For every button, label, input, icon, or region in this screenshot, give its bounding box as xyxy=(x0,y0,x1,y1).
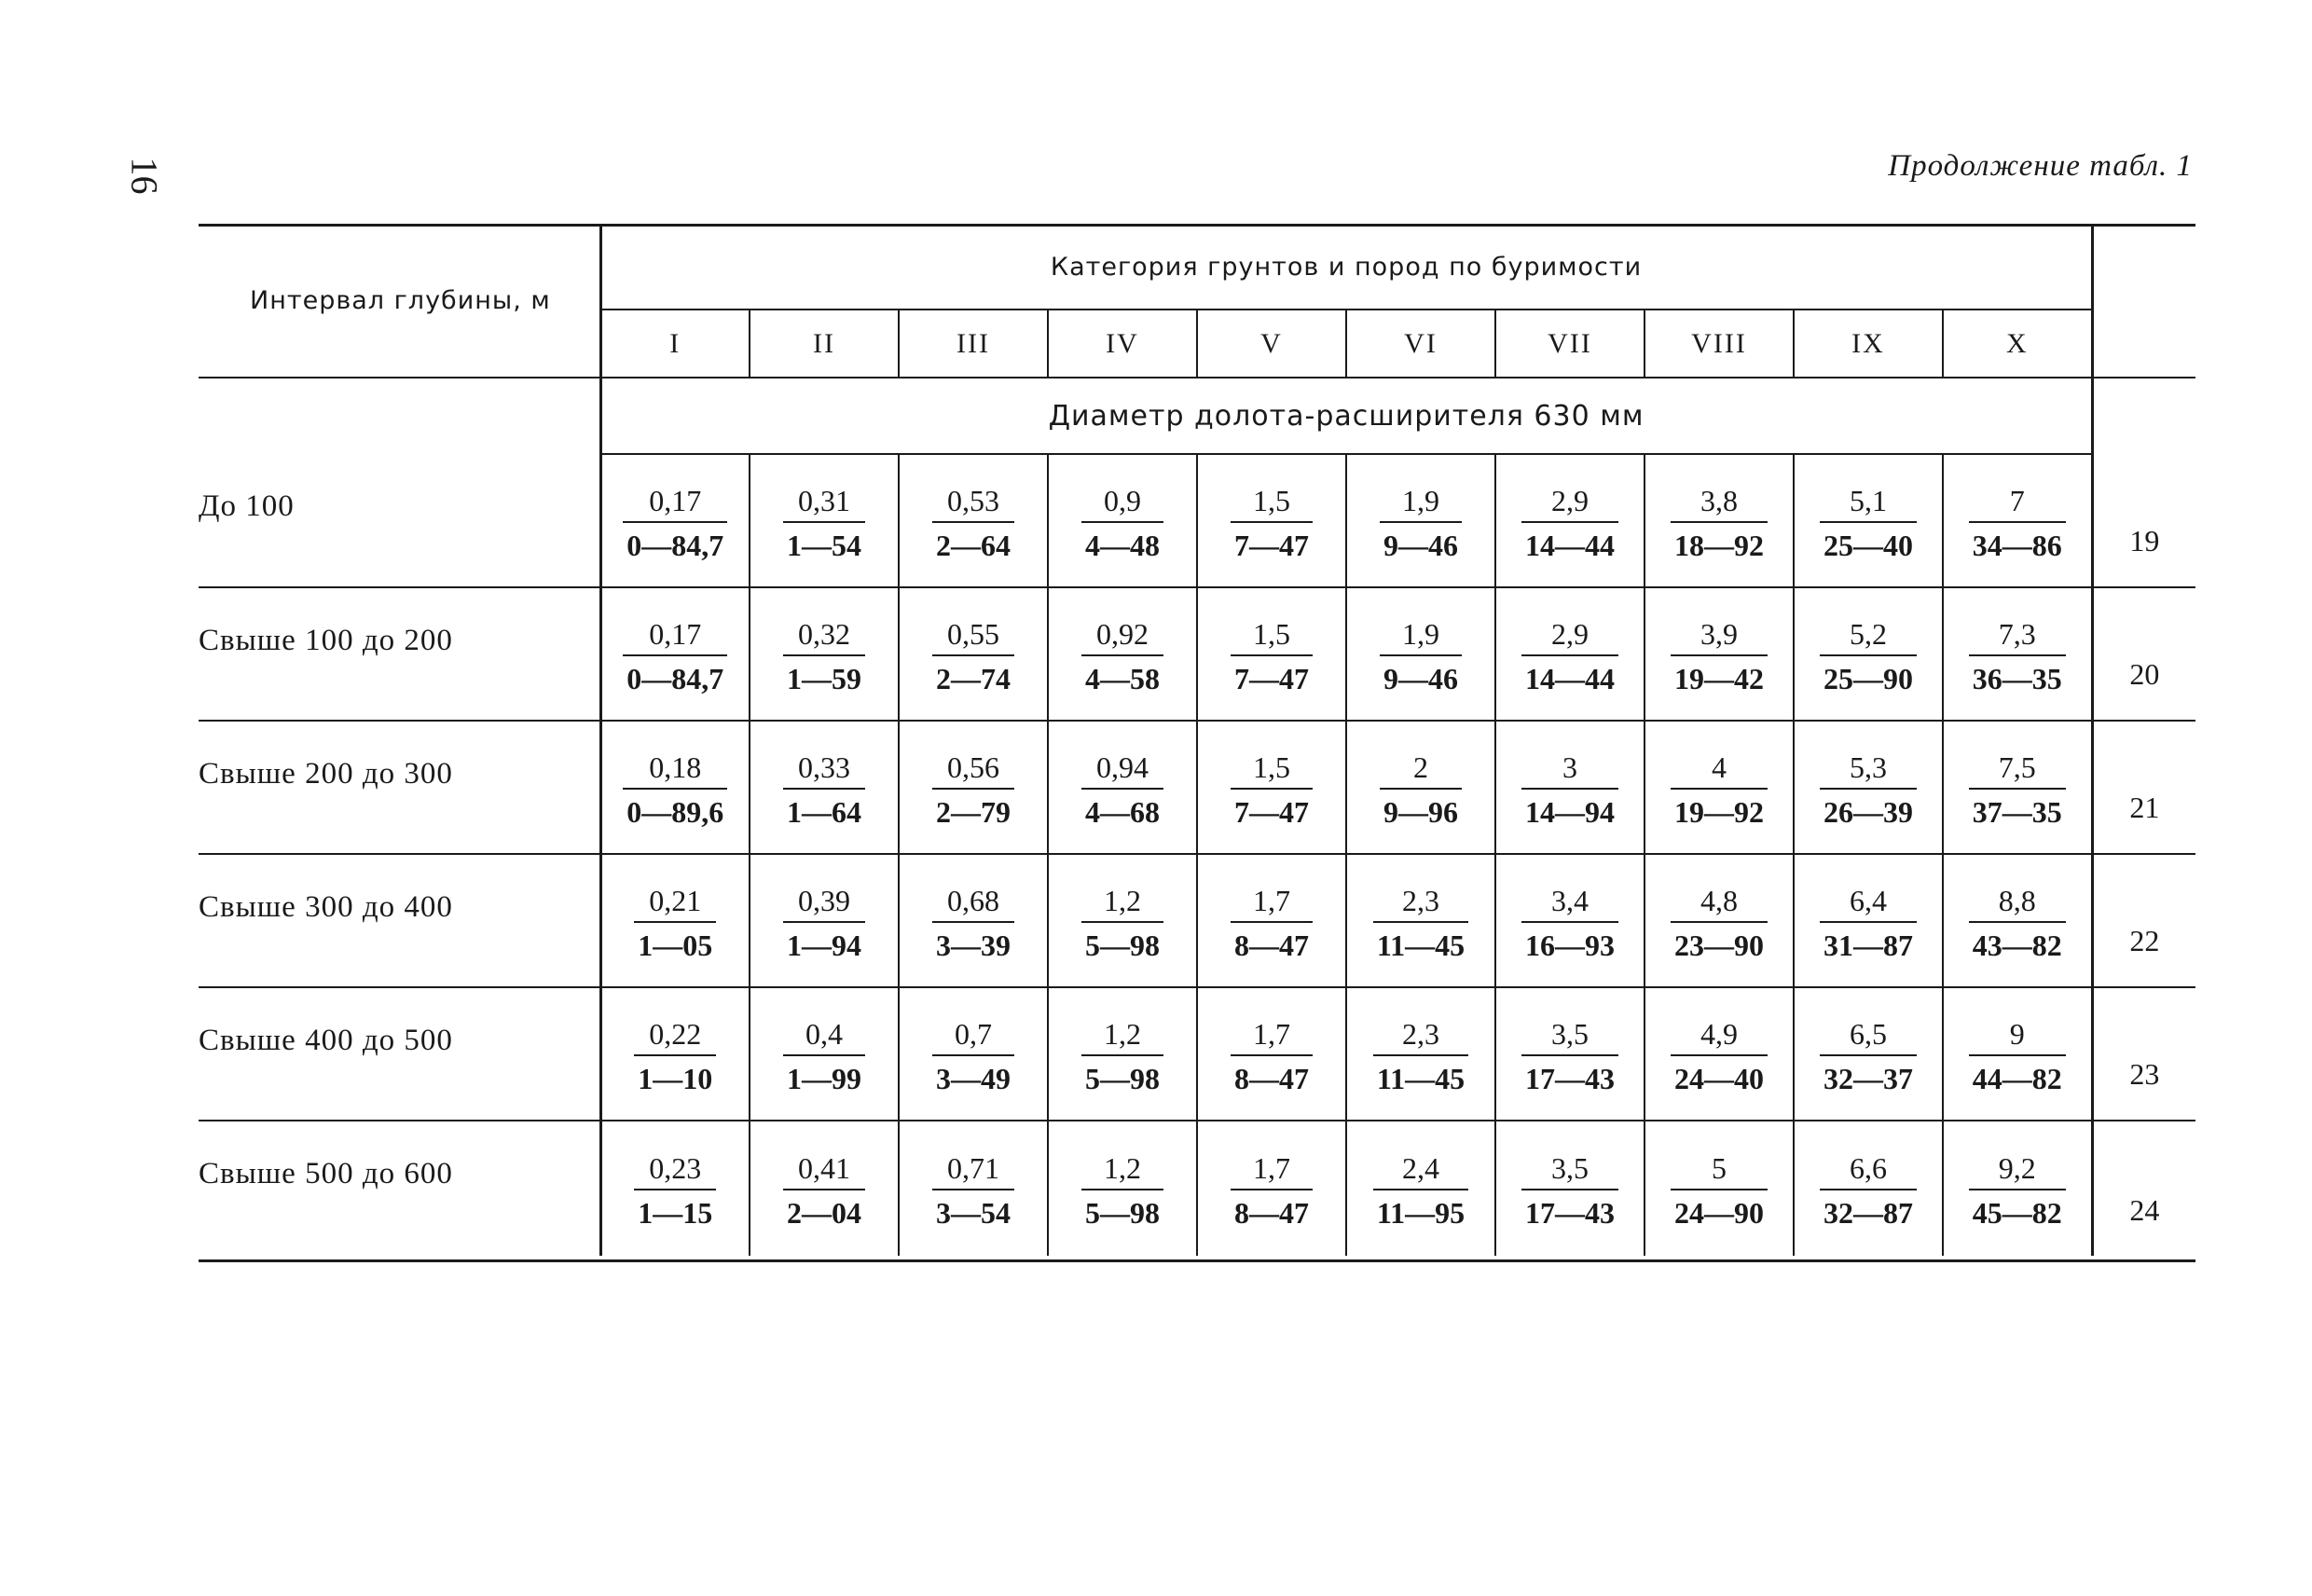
cost-value: 1—10 xyxy=(638,1061,713,1095)
norm-value-cell xyxy=(1943,987,2092,1121)
cost-value: 44—82 xyxy=(1972,1061,2062,1095)
time-norm-value: 1,7 xyxy=(1231,886,1313,923)
time-norm-value: 3,5 xyxy=(1521,1153,1618,1190)
time-norm-value: 0,9 xyxy=(1081,486,1163,523)
fraction xyxy=(1231,745,1313,827)
fraction xyxy=(1969,612,2066,694)
cost-value: 0—84,7 xyxy=(626,661,724,695)
time-norm-value: 6,5 xyxy=(1820,1019,1917,1056)
cost-value: 24—90 xyxy=(1674,1196,1764,1230)
norm-value-cell xyxy=(1346,454,1495,587)
diameter-subheader-row xyxy=(199,378,2195,454)
time-norm-value: 0,53 xyxy=(932,486,1014,523)
norm-value-cell xyxy=(1495,454,1645,587)
cost-value: 34—86 xyxy=(1972,528,2062,562)
cost-value: 8—47 xyxy=(1234,1196,1309,1230)
fraction xyxy=(1081,612,1163,694)
fraction xyxy=(1969,745,2066,827)
cost-value: 1—54 xyxy=(787,528,861,562)
table-continuation-caption: Продолжение табл. 1 xyxy=(1888,149,2193,183)
time-norm-value: 3,8 xyxy=(1671,486,1768,523)
fraction xyxy=(1521,1146,1618,1228)
fraction xyxy=(1671,612,1768,694)
cost-value: 7—47 xyxy=(1234,794,1309,829)
fraction xyxy=(1671,478,1768,560)
time-norm-value: 0,71 xyxy=(932,1153,1014,1190)
norm-value-cell xyxy=(1943,721,2092,854)
drilling-norms-table xyxy=(199,225,2195,1256)
norm-value-cell xyxy=(1495,854,1645,987)
norm-value-cell xyxy=(1645,454,1794,587)
time-norm-value: 7,3 xyxy=(1969,619,2066,656)
category-header-cell: IV xyxy=(1048,310,1197,378)
fraction xyxy=(1521,612,1618,694)
norm-value-cell xyxy=(1346,587,1495,721)
norm-value-cell xyxy=(1048,854,1197,987)
norm-value-cell xyxy=(1943,1121,2092,1256)
cost-value: 17—43 xyxy=(1525,1061,1615,1095)
norm-value-cell xyxy=(1346,721,1495,854)
category-header-cell: VI xyxy=(1346,310,1495,378)
fraction xyxy=(783,1011,865,1094)
time-norm-value: 0,68 xyxy=(932,886,1014,923)
norm-value-cell xyxy=(750,587,899,721)
norm-value-cell xyxy=(1645,987,1794,1121)
time-norm-value: 1,2 xyxy=(1081,1153,1163,1190)
norm-value-cell xyxy=(1346,1121,1495,1256)
category-header-cell: IX xyxy=(1794,310,1943,378)
fraction xyxy=(1231,1146,1313,1228)
norm-value-cell xyxy=(1794,854,1943,987)
row-reference-number: 24 xyxy=(2129,1193,2160,1227)
cost-value: 32—37 xyxy=(1823,1061,1913,1095)
fraction xyxy=(1969,1146,2066,1228)
norm-value-cell xyxy=(1943,587,2092,721)
norm-value-cell xyxy=(1495,987,1645,1121)
fraction xyxy=(1671,1146,1768,1228)
cost-value: 9—46 xyxy=(1383,528,1458,562)
norm-value-cell xyxy=(1346,854,1495,987)
row-reference-number: 19 xyxy=(2092,454,2195,587)
time-norm-value: 0,94 xyxy=(1081,752,1163,790)
subheader-ref-blank-cell xyxy=(2092,378,2195,454)
fraction xyxy=(932,878,1014,960)
fraction xyxy=(1231,478,1313,560)
table-row xyxy=(199,854,2195,987)
time-norm-value: 2,3 xyxy=(1373,1019,1468,1056)
time-norm-value: 4,9 xyxy=(1671,1019,1768,1056)
fraction xyxy=(932,612,1014,694)
cost-value: 36—35 xyxy=(1972,661,2062,695)
fraction xyxy=(1671,745,1768,827)
norm-value-cell xyxy=(1794,454,1943,587)
time-norm-value: 2 xyxy=(1380,752,1462,790)
time-norm-value: 7 xyxy=(1969,486,2066,523)
fraction xyxy=(623,745,727,827)
cost-value: 5—98 xyxy=(1085,1061,1160,1095)
category-header-cell: VIII xyxy=(1645,310,1794,378)
cost-value: 11—95 xyxy=(1376,1196,1466,1230)
cost-value: 8—47 xyxy=(1234,1061,1309,1095)
time-norm-value: 0,21 xyxy=(634,886,716,923)
cost-value: 9—96 xyxy=(1383,794,1458,829)
cost-value: 1—99 xyxy=(787,1061,861,1095)
cost-value: 18—92 xyxy=(1674,528,1764,562)
fraction xyxy=(623,478,727,560)
cost-value: 1—64 xyxy=(787,794,861,829)
fraction xyxy=(634,878,716,960)
time-norm-value: 4 xyxy=(1671,752,1768,790)
drill-bit-diameter-subheader: Диаметр долота-расширителя 630 мм xyxy=(600,378,2092,454)
cost-value: 43—82 xyxy=(1972,928,2062,962)
fraction xyxy=(783,878,865,960)
cost-value: 26—39 xyxy=(1823,794,1913,829)
fraction xyxy=(634,1146,716,1228)
fraction xyxy=(1373,1146,1468,1228)
norm-value-cell xyxy=(899,454,1048,587)
norm-value-cell xyxy=(1048,987,1197,1121)
fraction xyxy=(1380,745,1462,827)
depth-interval-cell: Свыше 300 до 400 xyxy=(199,854,600,987)
cost-value: 3—39 xyxy=(936,928,1011,962)
fraction xyxy=(1231,1011,1313,1094)
cost-value: 17—43 xyxy=(1525,1196,1615,1230)
fraction xyxy=(1820,612,1917,694)
depth-interval-cell: Свыше 500 до 600 xyxy=(199,1157,453,1190)
norm-value-cell xyxy=(899,854,1048,987)
time-norm-value: 0,32 xyxy=(783,619,865,656)
time-norm-value: 1,2 xyxy=(1081,1019,1163,1056)
norm-value-cell xyxy=(1495,721,1645,854)
norm-value-cell xyxy=(600,721,750,854)
fraction xyxy=(1671,1011,1768,1094)
time-norm-value: 1,7 xyxy=(1231,1153,1313,1190)
cost-value: 3—49 xyxy=(936,1061,1011,1095)
fraction xyxy=(1081,878,1163,960)
fraction xyxy=(1231,612,1313,694)
fraction xyxy=(1380,478,1462,560)
cost-value: 1—15 xyxy=(638,1196,713,1230)
cost-value: 4—68 xyxy=(1085,794,1160,829)
norm-value-cell xyxy=(899,587,1048,721)
fraction xyxy=(1081,1011,1163,1094)
cost-value: 4—58 xyxy=(1085,661,1160,695)
fraction xyxy=(1373,1011,1468,1094)
norm-value-cell xyxy=(1794,1121,1943,1256)
norm-value-cell xyxy=(600,987,750,1121)
cost-value: 0—84,7 xyxy=(626,528,724,562)
cost-value: 9—46 xyxy=(1383,661,1458,695)
time-norm-value: 7,5 xyxy=(1969,752,2066,790)
norm-value-cell xyxy=(1048,721,1197,854)
norm-value-cell xyxy=(750,1121,899,1256)
cost-value: 14—44 xyxy=(1525,661,1615,695)
cost-value: 19—92 xyxy=(1674,794,1764,829)
cost-value: 3—54 xyxy=(936,1196,1011,1230)
norm-value-cell xyxy=(600,454,750,587)
time-norm-value: 5 xyxy=(1671,1153,1768,1190)
category-header-cell: X xyxy=(1943,310,2092,378)
cost-value: 23—90 xyxy=(1674,928,1764,962)
norm-value-cell xyxy=(1197,721,1346,854)
time-norm-value: 0,41 xyxy=(783,1153,865,1190)
fraction xyxy=(932,1146,1014,1228)
time-norm-value: 0,18 xyxy=(623,752,727,790)
time-norm-value: 0,33 xyxy=(783,752,865,790)
row-reference-number: 23 xyxy=(2092,987,2195,1121)
time-norm-value: 1,5 xyxy=(1231,752,1313,790)
norm-value-cell xyxy=(1197,1121,1346,1256)
cost-value: 45—82 xyxy=(1972,1196,2062,1230)
norm-value-cell xyxy=(750,454,899,587)
time-norm-value: 2,9 xyxy=(1521,486,1618,523)
norm-value-cell xyxy=(899,987,1048,1121)
fraction xyxy=(623,612,727,694)
table-row xyxy=(199,587,2195,721)
norm-value-cell xyxy=(1495,587,1645,721)
time-norm-value: 1,9 xyxy=(1380,486,1462,523)
cost-value: 4—48 xyxy=(1085,528,1160,562)
norm-value-cell xyxy=(1197,987,1346,1121)
fraction xyxy=(1521,478,1618,560)
depth-interval-cell: До 100 xyxy=(199,454,600,587)
time-norm-value: 0,31 xyxy=(783,486,865,523)
cost-value: 32—87 xyxy=(1823,1196,1913,1230)
norm-value-cell xyxy=(1048,454,1197,587)
time-norm-value: 5,2 xyxy=(1820,619,1917,656)
norm-value-cell xyxy=(1943,854,2092,987)
time-norm-value: 1,5 xyxy=(1231,619,1313,656)
cost-value: 31—87 xyxy=(1823,928,1913,962)
cost-value: 8—47 xyxy=(1234,928,1309,962)
norm-value-cell xyxy=(1794,987,1943,1121)
cost-value: 11—45 xyxy=(1376,1061,1466,1095)
norm-value-cell xyxy=(1495,1121,1645,1256)
fraction xyxy=(932,478,1014,560)
time-norm-value: 1,7 xyxy=(1231,1019,1313,1056)
fraction xyxy=(783,478,865,560)
time-norm-value: 3,9 xyxy=(1671,619,1768,656)
norm-value-cell xyxy=(1794,721,1943,854)
time-norm-value: 0,17 xyxy=(623,619,727,656)
row-reference-number: 20 xyxy=(2092,587,2195,721)
time-norm-value: 0,56 xyxy=(932,752,1014,790)
norm-value-cell xyxy=(750,721,899,854)
norm-value-cell xyxy=(750,854,899,987)
time-norm-value: 0,92 xyxy=(1081,619,1163,656)
fraction xyxy=(1081,478,1163,560)
norm-value-cell xyxy=(1645,1121,1794,1256)
time-norm-value: 9,2 xyxy=(1969,1153,2066,1190)
table-row xyxy=(199,1121,2195,1256)
time-norm-value: 3,4 xyxy=(1521,886,1618,923)
cost-value: 19—42 xyxy=(1674,661,1764,695)
time-norm-value: 6,4 xyxy=(1820,886,1917,923)
cost-value: 2—04 xyxy=(787,1196,861,1230)
norm-value-cell xyxy=(1197,454,1346,587)
depth-interval-header: Интервал глубины, м xyxy=(199,225,600,378)
norm-value-cell xyxy=(899,721,1048,854)
time-norm-value: 0,23 xyxy=(634,1153,716,1190)
time-norm-value: 0,55 xyxy=(932,619,1014,656)
cost-value: 0—89,6 xyxy=(626,794,724,829)
time-norm-value: 5,3 xyxy=(1820,752,1917,790)
fraction xyxy=(1521,878,1618,960)
time-norm-value: 2,9 xyxy=(1521,619,1618,656)
category-header-cell: V xyxy=(1197,310,1346,378)
fraction xyxy=(783,612,865,694)
fraction xyxy=(1820,878,1917,960)
norm-value-cell xyxy=(1794,587,1943,721)
category-header-cell: II xyxy=(750,310,899,378)
time-norm-value: 0,17 xyxy=(623,486,727,523)
norm-value-cell xyxy=(1943,454,2092,587)
fraction xyxy=(1231,878,1313,960)
time-norm-value: 5,1 xyxy=(1820,486,1917,523)
norm-value-cell xyxy=(1048,1121,1197,1256)
subheader-blank-cell xyxy=(199,378,600,454)
fraction xyxy=(634,1011,716,1094)
fraction xyxy=(1820,745,1917,827)
norm-value-cell xyxy=(899,1121,1048,1256)
cost-value: 25—40 xyxy=(1823,528,1913,562)
reference-column-header xyxy=(2092,225,2195,378)
fraction xyxy=(1081,745,1163,827)
cost-value: 37—35 xyxy=(1972,794,2062,829)
cost-value: 24—40 xyxy=(1674,1061,1764,1095)
time-norm-value: 1,5 xyxy=(1231,486,1313,523)
table-bottom-rule xyxy=(199,1259,2195,1262)
cost-value: 2—64 xyxy=(936,528,1011,562)
norm-value-cell xyxy=(1197,854,1346,987)
table-row xyxy=(199,721,2195,854)
norm-value-cell xyxy=(600,1121,750,1256)
cost-value: 25—90 xyxy=(1823,661,1913,695)
cost-value: 5—98 xyxy=(1085,1196,1160,1230)
table-row xyxy=(199,987,2195,1121)
cost-value: 16—93 xyxy=(1525,928,1615,962)
cost-value: 14—44 xyxy=(1525,528,1615,562)
fraction xyxy=(1820,478,1917,560)
category-header-cell: III xyxy=(899,310,1048,378)
fraction xyxy=(1081,1146,1163,1228)
fraction xyxy=(932,1011,1014,1094)
fraction xyxy=(783,745,865,827)
cost-value: 1—05 xyxy=(638,928,713,962)
norm-value-cell xyxy=(1346,987,1495,1121)
fraction xyxy=(1820,1011,1917,1094)
norm-value-cell xyxy=(600,854,750,987)
cost-value: 7—47 xyxy=(1234,528,1309,562)
row-reference-number: 21 xyxy=(2092,721,2195,854)
time-norm-value: 1,2 xyxy=(1081,886,1163,923)
cost-value: 1—59 xyxy=(787,661,861,695)
time-norm-value: 0,7 xyxy=(932,1019,1014,1056)
time-norm-value: 4,8 xyxy=(1671,886,1768,923)
depth-interval-cell: Свыше 100 до 200 xyxy=(199,587,600,721)
rock-category-header: Категория грунтов и пород по буримости xyxy=(600,225,2092,310)
fraction xyxy=(1969,1011,2066,1094)
row-reference-number: 22 xyxy=(2092,854,2195,987)
fraction xyxy=(1521,1011,1618,1094)
category-header-cell: I xyxy=(600,310,750,378)
cost-value: 1—94 xyxy=(787,928,861,962)
time-norm-value: 0,4 xyxy=(783,1019,865,1056)
fraction xyxy=(1820,1146,1917,1228)
fraction xyxy=(1969,878,2066,960)
fraction xyxy=(1969,478,2066,560)
norm-value-cell xyxy=(1645,854,1794,987)
fraction xyxy=(1671,878,1768,960)
fraction xyxy=(1373,878,1468,960)
fraction xyxy=(1521,745,1618,827)
time-norm-value: 1,9 xyxy=(1380,619,1462,656)
time-norm-value: 8,8 xyxy=(1969,886,2066,923)
page-number: 16 xyxy=(123,157,166,195)
time-norm-value: 2,3 xyxy=(1373,886,1468,923)
cost-value: 14—94 xyxy=(1525,794,1615,829)
cost-value: 2—74 xyxy=(936,661,1011,695)
cost-value: 7—47 xyxy=(1234,661,1309,695)
table-body xyxy=(199,378,2195,1256)
norm-value-cell xyxy=(600,587,750,721)
cost-value: 11—45 xyxy=(1376,928,1466,962)
cost-value: 2—79 xyxy=(936,794,1011,829)
fraction xyxy=(783,1146,865,1228)
fraction xyxy=(932,745,1014,827)
norm-value-cell xyxy=(1645,587,1794,721)
category-header-cell: VII xyxy=(1495,310,1645,378)
header-row-categories xyxy=(199,225,2195,310)
time-norm-value: 0,39 xyxy=(783,886,865,923)
depth-interval-cell: Свыше 200 до 300 xyxy=(199,721,600,854)
norm-value-cell xyxy=(1197,587,1346,721)
norm-value-cell xyxy=(1645,721,1794,854)
time-norm-value: 2,4 xyxy=(1373,1153,1468,1190)
norm-value-cell xyxy=(750,987,899,1121)
time-norm-value: 3 xyxy=(1521,752,1618,790)
depth-interval-cell: Свыше 400 до 500 xyxy=(199,987,600,1121)
table-row xyxy=(199,454,2195,587)
time-norm-value: 6,6 xyxy=(1820,1153,1917,1190)
fraction xyxy=(1380,612,1462,694)
norm-value-cell xyxy=(1048,587,1197,721)
time-norm-value: 3,5 xyxy=(1521,1019,1618,1056)
time-norm-value: 9 xyxy=(1969,1019,2066,1056)
cost-value: 5—98 xyxy=(1085,928,1160,962)
time-norm-value: 0,22 xyxy=(634,1019,716,1056)
